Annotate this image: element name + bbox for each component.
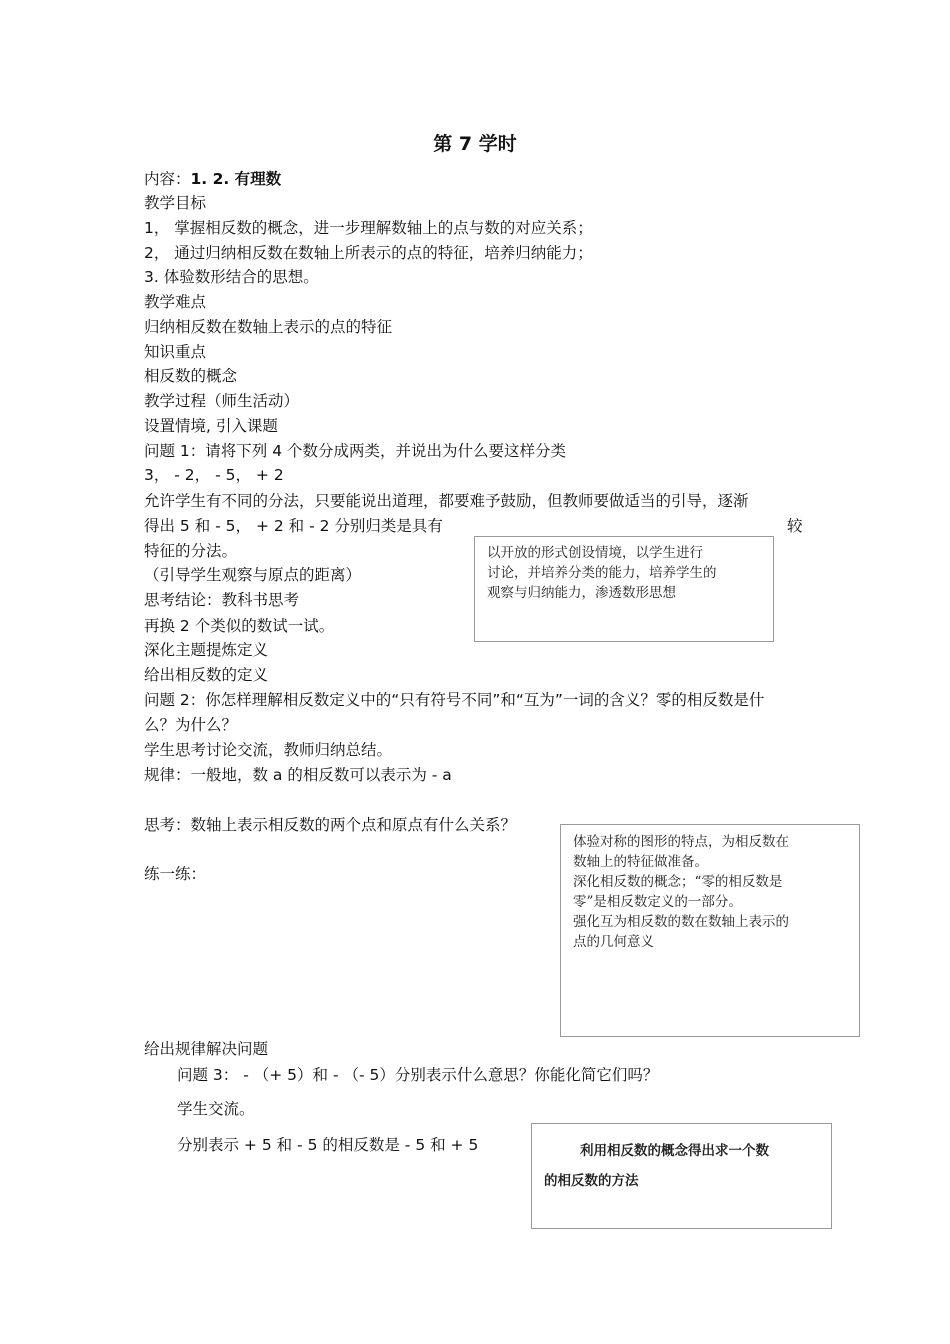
content-value: 1. 2. 有理数 xyxy=(190,170,282,188)
content-line xyxy=(144,169,281,189)
side-note-line: 利用相反数的概念得出求一个数 xyxy=(580,1143,769,1159)
side-note-line: 体验对称的图形的特点，为相反数在 xyxy=(573,834,789,850)
section-intro: 设置情境, 引入课题 xyxy=(144,417,278,435)
paragraph-line-1: 允许学生有不同的分法，只要能说出道理，都要难予鼓励，但教师要做适当的引导，逐渐 xyxy=(144,492,749,510)
objective-2: 2， 通过归纳相反数在数轴上所表示的点的特征，培养归纳能力； xyxy=(144,244,593,262)
difficulty-text: 归纳相反数在数轴上表示的点的特征 xyxy=(144,318,393,336)
answer-text: 分别表示 + 5 和 - 5 的相反数是 - 5 和 + 5 xyxy=(177,1136,479,1154)
page-title: 第 7 学时 xyxy=(433,133,517,155)
key-point-text: 相反数的概念 xyxy=(144,367,238,385)
try-again: 再换 2 个类似的数试一试。 xyxy=(144,617,335,635)
side-note-line: 的相反数的方法 xyxy=(544,1173,639,1189)
side-note-line: 数轴上的特征做准备。 xyxy=(573,854,708,870)
content-label: 内容： xyxy=(144,170,191,188)
side-note-line: 强化互为相反数的数在数轴上表示的 xyxy=(573,914,789,930)
paragraph-line-2-end: 较 xyxy=(787,517,803,535)
side-note-line: 点的几何意义 xyxy=(573,934,654,950)
side-note-1 xyxy=(474,536,774,642)
paragraph-line-3: 特征的分法。 xyxy=(144,542,238,560)
side-note-line: 零”是相反数定义的一部分。 xyxy=(573,894,742,910)
heading-objectives: 教学目标 xyxy=(144,194,207,212)
question-1: 问题 1：请将下列 4 个数分成两类，并说出为什么要这样分类 xyxy=(144,442,567,460)
give-definition: 给出相反数的定义 xyxy=(144,666,269,684)
rule-text: 规律：一般地，数 a 的相反数可以表示为 - a xyxy=(144,766,452,784)
heading-difficulty: 教学难点 xyxy=(144,293,207,311)
heading-process: 教学过程（师生活动） xyxy=(144,392,300,410)
number-list: 3， - 2， - 5， + 2 xyxy=(144,466,284,484)
question-2-line-1: 问题 2：你怎样理解相反数定义中的“只有符号不同”和“互为”一词的含义？零的相反数是什 xyxy=(144,691,765,709)
student-exchange: 学生交流。 xyxy=(177,1100,255,1118)
section-rule-solve: 给出规律解决问题 xyxy=(144,1040,269,1058)
side-note-line: 讨论，并培养分类的能力，培养学生的 xyxy=(487,565,717,581)
objective-1: 1， 掌握相反数的概念，进一步理解数轴上的点与数的对应关系； xyxy=(144,219,593,237)
think-conclusion: 思考结论：教科书思考 xyxy=(144,591,300,609)
hint-text: （引导学生观察与原点的距离） xyxy=(144,566,362,584)
think-question: 思考：数轴上表示相反数的两个点和原点有什么关系？ xyxy=(144,816,517,834)
paragraph-line-2: 得出 5 和 - 5， + 2 和 - 2 分别归类是具有 xyxy=(144,517,443,535)
side-note-2 xyxy=(560,824,860,1037)
objective-3: 3. 体验数形结合的思想。 xyxy=(144,268,319,286)
discussion-text: 学生思考讨论交流，教师归纳总结。 xyxy=(144,741,393,759)
question-3: 问题 3： - （+ 5）和 - （- 5）分别表示什么意思？你能化简它们吗？ xyxy=(177,1066,659,1084)
practice-label: 练一练： xyxy=(144,865,207,883)
side-note-line: 深化相反数的概念；“零的相反数是 xyxy=(573,874,783,890)
question-2-line-2: 么？为什么？ xyxy=(144,716,238,734)
side-note-line: 以开放的形式创设情境，以学生进行 xyxy=(487,545,703,561)
section-definition: 深化主题提炼定义 xyxy=(144,641,269,659)
heading-key-point: 知识重点 xyxy=(144,343,207,361)
side-note-3 xyxy=(531,1123,832,1229)
side-note-line: 观察与归纳能力，渗透数形思想 xyxy=(487,585,676,601)
